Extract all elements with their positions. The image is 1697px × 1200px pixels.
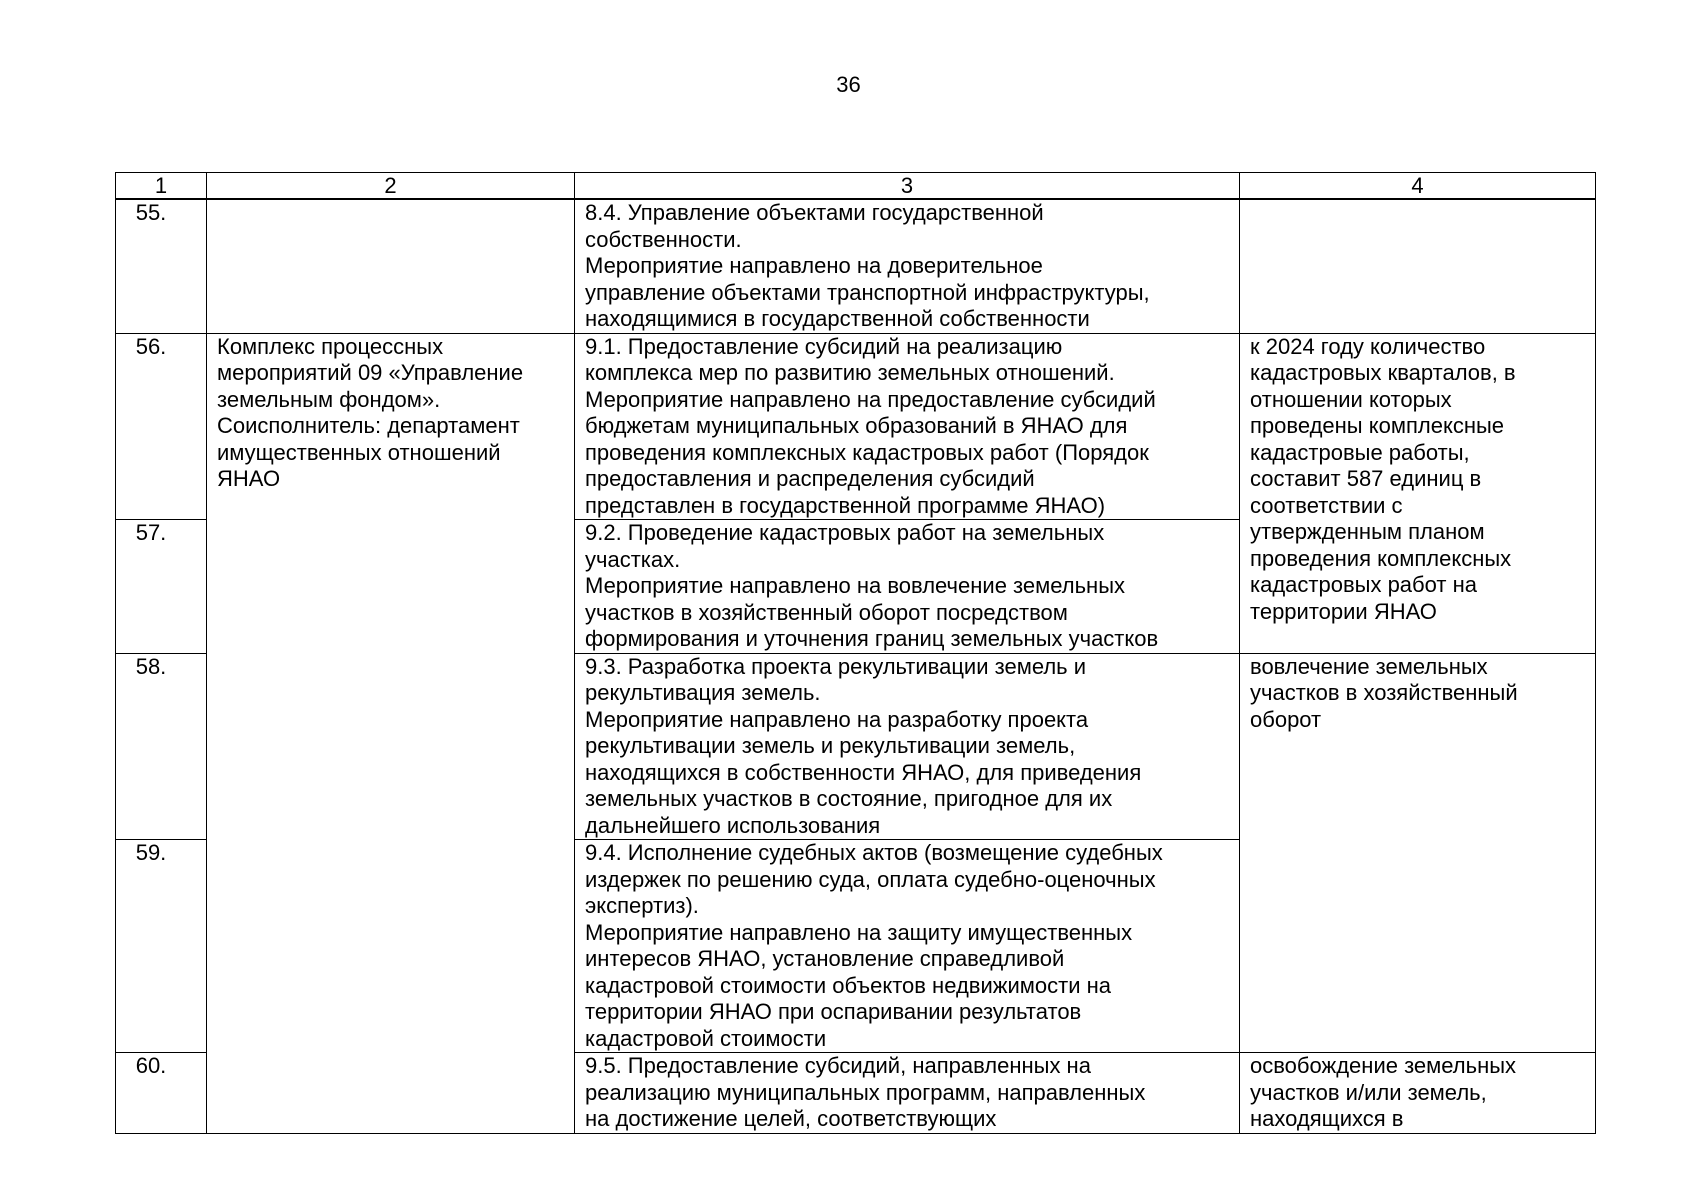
activity-cell [575,333,1240,520]
result-cell [1240,653,1596,1053]
complex-09-text: Комплекс процессных мероприятий 09 «Управление земельным фондом». Соисполнитель: департамент имущественных отношений ЯНАО [217,333,524,491]
column-header-1: 1 [116,173,207,200]
row-number: 58. [116,653,207,840]
table-row [116,199,1596,333]
program-activities-table [115,172,1596,1134]
activity-cell [575,840,1240,1053]
activity-text: 9.2. Проведение кадастровых работ на земельных участках. Мероприятие направлено на вовлечение земельных участков в хозяйственный оборот посредством формирования и уточнения границ земельных участков [585,520,1159,651]
row-number: 55. [116,199,207,333]
result-cell-empty [1240,199,1596,333]
column-header-4: 4 [1240,173,1596,200]
row-number: 57. [116,520,207,654]
activity-cell [575,653,1240,840]
row-number: 59. [116,840,207,1053]
column-header-3: 3 [575,173,1240,200]
row-number: 56. [116,333,207,520]
activity-text: 9.1. Предоставление субсидий на реализацию комплекса мер по развитию земельных отношений. Мероприятие направлено на предоставление субсидий бюджетам муниципальных образований в ЯНАО для проведения комплексных кадастровых работ (Порядок предоставления и распределения субсидий представлен в государственной программе ЯНАО) [585,333,1156,518]
table-row [116,333,1596,520]
complex-09-cell [207,333,575,1133]
activity-text: 9.5. Предоставление субсидий, направленных на реализацию муниципальных программ, направленных на достижение целей, соответствующих [585,1053,1146,1131]
page-number: 36 [836,72,861,97]
result-text: к 2024 году количество кадастровых кварталов, в отношении которых проведены комплексные кадастровые работы, составит 587 единиц в соответствии с утвержденным планом проведения комплексных кадастровых работ на территории ЯНАО [1250,333,1516,624]
result-text: освобождение земельных участков и/или земель, находящихся в [1250,1053,1517,1131]
activity-text: 9.3. Разработка проекта рекультивации земель и рекультивация земель. Мероприятие направлено на разработку проекта рекультивации земель и рекультивации земель, находящихся в собственности ЯНАО, для приведения земельных участков в состояние, пригодное для их дальнейшего использования [585,653,1142,838]
table-header-row [116,173,1596,200]
row-number: 60. [116,1053,207,1134]
activity-text: 9.4. Исполнение судебных актов (возмещение судебных издержек по решению суда, оплата судебно-оценочных экспертиз). Мероприятие направлено на защиту имущественных интересов ЯНАО, установление справедливой кадастровой стоимости объектов недвижимости на территории ЯНАО при оспаривании результатов кадастровой стоимости [585,840,1163,1051]
column-header-2: 2 [207,173,575,200]
complex-cell-empty [207,199,575,333]
result-text: вовлечение земельных участков в хозяйственный оборот [1250,653,1518,732]
result-cell [1240,1053,1596,1134]
activity-text: 8.4. Управление объектами государственной собственности. Мероприятие направлено на доверительное управление объектами транспортной инфраструктуры, находящимися в государственной собственности [585,200,1150,331]
activity-cell [575,520,1240,654]
activity-cell [575,1053,1240,1134]
result-cell [1240,333,1596,653]
activity-cell [575,199,1240,333]
